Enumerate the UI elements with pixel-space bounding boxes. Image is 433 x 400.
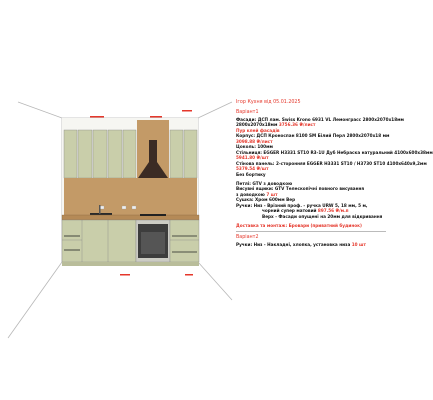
worktop-line: Стільниця: EGGER H3331 ST10 R3-1U Дуб Небраска натуральний 4100х600х38мм: [236, 149, 433, 155]
plinth: [62, 262, 199, 266]
worktop: [62, 215, 199, 220]
edge-note: Пур клей фасадів: [236, 127, 280, 133]
runners-line-2: з доводкою 7 шт: [236, 191, 278, 197]
variant1-heading: Варіант1: [236, 110, 259, 115]
handles-note: Без бортику: [236, 171, 266, 177]
runners-line-1: Висувні ящики: GTV Телескопічні повного висування: [236, 186, 365, 191]
wallpanel-price-line: 5379.54 ₴/шт: [236, 166, 269, 171]
facades-price-line: 2800х2070х18мм 3756.36 ₴/лист: [236, 122, 316, 127]
hinges-line: Петлі: GTV з доводкою: [236, 180, 293, 186]
plinth-line: Цоколь: 100мм: [236, 144, 273, 149]
oven: [138, 224, 168, 258]
order-title: Ігор Кухня від 05.01.2025: [236, 100, 301, 105]
spec-panel: [236, 100, 433, 400]
hob: [140, 214, 166, 216]
variant2-heading: Варіант2: [236, 235, 259, 240]
facades-dims: 2800х2070х18мм: [236, 122, 279, 127]
body-line: Корпус: ДСП Кроноспан 8100 SM Білий Перл 2800х2070х18 мм: [236, 133, 390, 138]
divider: [236, 231, 386, 232]
handle1-line-2: чорний супер матовий 897.56 ₴/м.п: [262, 208, 349, 213]
upper-cabinets: [64, 130, 197, 178]
handle1-line: Ручки: Низ - Врізний проф. - ручка URW 5, 18 мм, 5 м,: [236, 202, 368, 208]
sink-line: Сушка: Хром 600мм Вер: [236, 197, 296, 202]
wallpanel-line: Стінова панель: 2-сторонняя EGGER H3331 ST10 / H3730 ST10 4100х640х9,2мм: [236, 160, 427, 166]
delivery-line: Доставка та монтаж: Бровари (приватний будинок): [236, 222, 362, 228]
backsplash: [64, 178, 197, 216]
handle2-line: Верх - Фасади опущені на 20мм для відкривання: [262, 213, 383, 219]
variant2-line-1: Ручки: Низ - Накладні, хлопка, установка низа 10 шт: [236, 241, 366, 247]
facades-line: Фасади: ДСП лам. Swiss Krono 6931 VL Лемонграсс 2800х2070х18мм: [236, 116, 404, 122]
worktop-price-line: 5941.80 ₴/шт: [236, 155, 269, 160]
body-price: 3098.88 ₴/лист: [236, 138, 273, 144]
lower-cabinets: [62, 220, 199, 262]
